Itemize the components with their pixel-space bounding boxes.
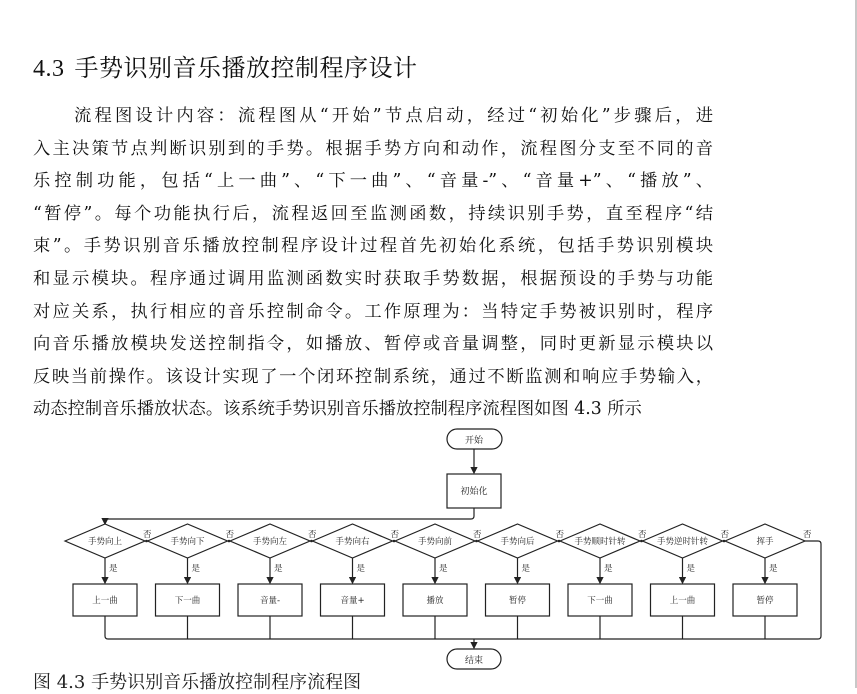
body-line: 对应关系，执行相应的音乐控制命令。工作原理为：当特定手势被识别时，程序 — [33, 301, 713, 322]
body-line: 乐控制功能，包括“上一曲”、“下一曲”、“音量-”、“音量+”、“播放”、 — [33, 171, 713, 192]
section-title: 手势识别音乐播放控制程序设计 — [74, 54, 418, 82]
no-label: 否 — [143, 530, 152, 540]
decision-label: 手势向下 — [170, 537, 205, 547]
figure-caption: 图 4.3 手势识别音乐播放控制程序流程图 — [33, 672, 362, 693]
action-label: 下一曲 — [587, 596, 613, 606]
section-number: 4.3 — [33, 56, 65, 82]
yes-label: 是 — [109, 564, 118, 574]
init-label: 初始化 — [460, 487, 488, 497]
body-line: 束”。手势识别音乐播放控制程序设计过程首先初始化系统，包括手势识别模块 — [33, 236, 713, 257]
no-label: 否 — [803, 530, 812, 540]
body-line: 向音乐播放模块发送控制指令，如播放、暂停或音量调整，同时更新显示模块以 — [33, 334, 713, 355]
yes-label: 是 — [356, 564, 366, 574]
start-label: 开始 — [464, 436, 484, 446]
action-label: 播放 — [426, 596, 444, 606]
yes-label: 是 — [191, 564, 201, 574]
decision-label: 手势向后 — [500, 537, 535, 547]
decision-label: 手势顺时针转 — [574, 537, 626, 547]
decision-label: 手势逆时针转 — [656, 537, 709, 547]
body-line: 和显示模块。程序通过调用监测函数实时获取手势数据，根据预设的手势与功能 — [33, 268, 713, 289]
action-label: 下一曲 — [174, 596, 201, 606]
yes-label: 是 — [521, 564, 531, 574]
yes-label: 是 — [604, 564, 613, 574]
no-label: 否 — [473, 530, 482, 540]
decision-label: 手势向前 — [417, 537, 453, 547]
no-label: 否 — [225, 530, 235, 540]
yes-label: 是 — [769, 564, 778, 574]
no-label: 否 — [720, 530, 730, 540]
action-label: 暂停 — [508, 596, 527, 606]
action-label: 上一曲 — [669, 596, 696, 606]
body-line: 流程图设计内容：流程图从“开始”节点启动，经过“初始化”步骤后，进 — [33, 106, 713, 126]
no-label: 否 — [638, 530, 647, 540]
body-line: 反映当前操作。该设计实现了一个闭环控制系统，通过不断监测和响应手势输入， — [33, 366, 713, 387]
no-label: 否 — [390, 530, 400, 540]
action-label: 音量- — [259, 596, 281, 606]
no-label: 否 — [308, 530, 317, 540]
action-label: 暂停 — [756, 596, 774, 606]
body-line: “暂停”。每个功能执行后，流程返回至监测函数，持续识别手势，直至程序“结 — [33, 203, 713, 224]
yes-label: 是 — [686, 564, 696, 574]
body-line: 入主决策节点判断识别到的手势。根据手势方向和动作，流程图分支至不同的音 — [33, 138, 713, 159]
decision-label: 手势向左 — [252, 537, 288, 547]
yes-label: 是 — [274, 564, 283, 574]
yes-label: 是 — [439, 564, 448, 574]
decision-label: 手势向上 — [87, 537, 123, 547]
action-label: 音量+ — [340, 596, 365, 606]
decision-label: 手势向右 — [335, 537, 370, 547]
end-label: 结束 — [464, 656, 484, 666]
no-label: 否 — [555, 530, 565, 540]
decision-label: 挥手 — [756, 537, 774, 547]
action-label: 上一曲 — [92, 596, 118, 606]
body-line: 动态控制音乐播放状态。该系统手势识别音乐播放控制程序流程图如图 4.3 所示 — [33, 399, 642, 420]
